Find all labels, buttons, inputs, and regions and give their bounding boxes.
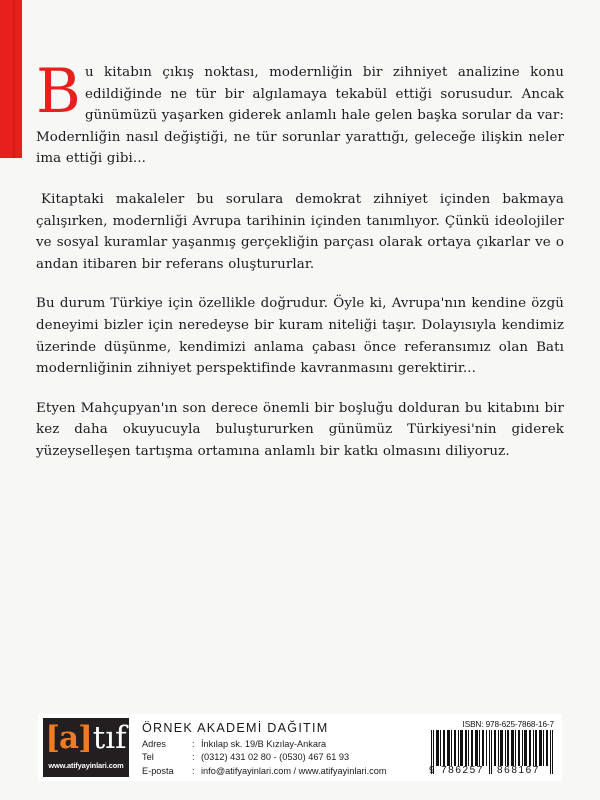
logo-website-url: www.atifyayinlari.com bbox=[48, 761, 124, 770]
imprint-row-eposta bbox=[142, 765, 414, 778]
blurb-paragraph-1-text: u kitabın çıkış noktası, modernliğin bir zihniyet analizine konu edildiğinde ne tür bir algılamaya tekabül ettiği sorusudur. Ancak günümüzü yaşarken giderek anlamlı hale gelen başka sorular da var: Modernliğin nasıl değiştiği, ne tür sorunlar yarattığı, geleceğe ilişkin neler ima ettiği gibi... bbox=[36, 65, 564, 167]
publisher-logo bbox=[43, 718, 129, 777]
imprint-value-tel: (0312) 431 02 80 - (0530) 467 61 93 bbox=[201, 752, 350, 763]
imprint-details bbox=[129, 714, 414, 781]
imprint-row-adres bbox=[142, 738, 414, 751]
blurb-paragraph-1 bbox=[36, 56, 564, 170]
imprint-title: ÖRNEK AKADEMİ DAĞITIM bbox=[142, 721, 329, 735]
imprint-label-adres: Adres bbox=[142, 739, 167, 749]
imprint-value-eposta: info@atifyayinlari.com / www.atifyayinlari.com bbox=[201, 765, 387, 776]
blurb-paragraph-4 bbox=[36, 398, 564, 463]
imprint-label-tel: Tel bbox=[142, 752, 154, 763]
blurb-text-block bbox=[36, 56, 564, 463]
logo-bracket-a-glyph: [a] bbox=[45, 720, 92, 756]
barcode-digits bbox=[429, 765, 556, 776]
blurb-paragraph-3-text: Bu durum Türkiye için özellikle doğrudur. Öyle ki, Avrupa'nın kendine özgü deneyimi bizler için neredeyse bir kuram niteliği taşır. Dolayısıyla kendimiz üzerinde düşünme, kendimizi anlama çabası önce referansımız olan Batı modernliğinin zihniyet perspektifinde kavranmasını gerektirir... bbox=[36, 296, 564, 377]
barcode-digit-lead: 9 bbox=[429, 765, 437, 776]
blurb-paragraph-2-text: Kitaptaki makaleler bu sorulara demokrat zihniyet içinden bakmaya çalışırken, modernliği Avrupa tarihinin içinden tanımlıyor. Çünkü ideolojiler ve sosyal kuramlar yaşanmış gerçekliğin parçası olarak ortaya çıkarlar ve o andan itibaren bir referans oluştururlar. bbox=[36, 191, 564, 272]
barcode-digit-group-2: 868167 bbox=[497, 765, 540, 776]
imprint-contact-rows bbox=[142, 738, 414, 778]
barcode-block bbox=[414, 714, 562, 781]
imprint-label-eposta: E-posta bbox=[142, 765, 174, 776]
footer-panel bbox=[38, 714, 562, 781]
imprint-separator-tel: : bbox=[192, 752, 195, 763]
red-accent-bar bbox=[0, 0, 22, 158]
blurb-paragraph-4-text: Etyen Mahçupyan'ın son derece önemli bir boşluğu dolduran bu kitabını bir kez daha okuyucuyla buluştururken günümüz Türkiyesi'nin giderek yüzeyselleşen tartışma ortamına anlamlı bir katkı olmasını diliyoruz. bbox=[36, 400, 564, 459]
imprint-separator-eposta: : bbox=[192, 765, 195, 776]
drop-cap-letter: B bbox=[36, 56, 81, 127]
logo-wordmark bbox=[45, 720, 127, 759]
imprint-row-tel bbox=[142, 751, 414, 764]
logo-tif-glyph: tıf bbox=[92, 720, 127, 756]
blurb-paragraph-2 bbox=[36, 189, 564, 275]
imprint-value-adres: İnkılap sk. 19/B Kızılay-Ankara bbox=[201, 739, 327, 749]
barcode-image bbox=[429, 730, 556, 776]
barcode-digit-group-1: 786257 bbox=[441, 765, 484, 776]
red-accent-bar-seam bbox=[13, 0, 15, 158]
blurb-paragraph-3 bbox=[36, 293, 564, 379]
isbn-label: ISBN: 978-625-7868-16-7 bbox=[462, 720, 554, 729]
imprint-separator-adres: : bbox=[192, 739, 195, 749]
